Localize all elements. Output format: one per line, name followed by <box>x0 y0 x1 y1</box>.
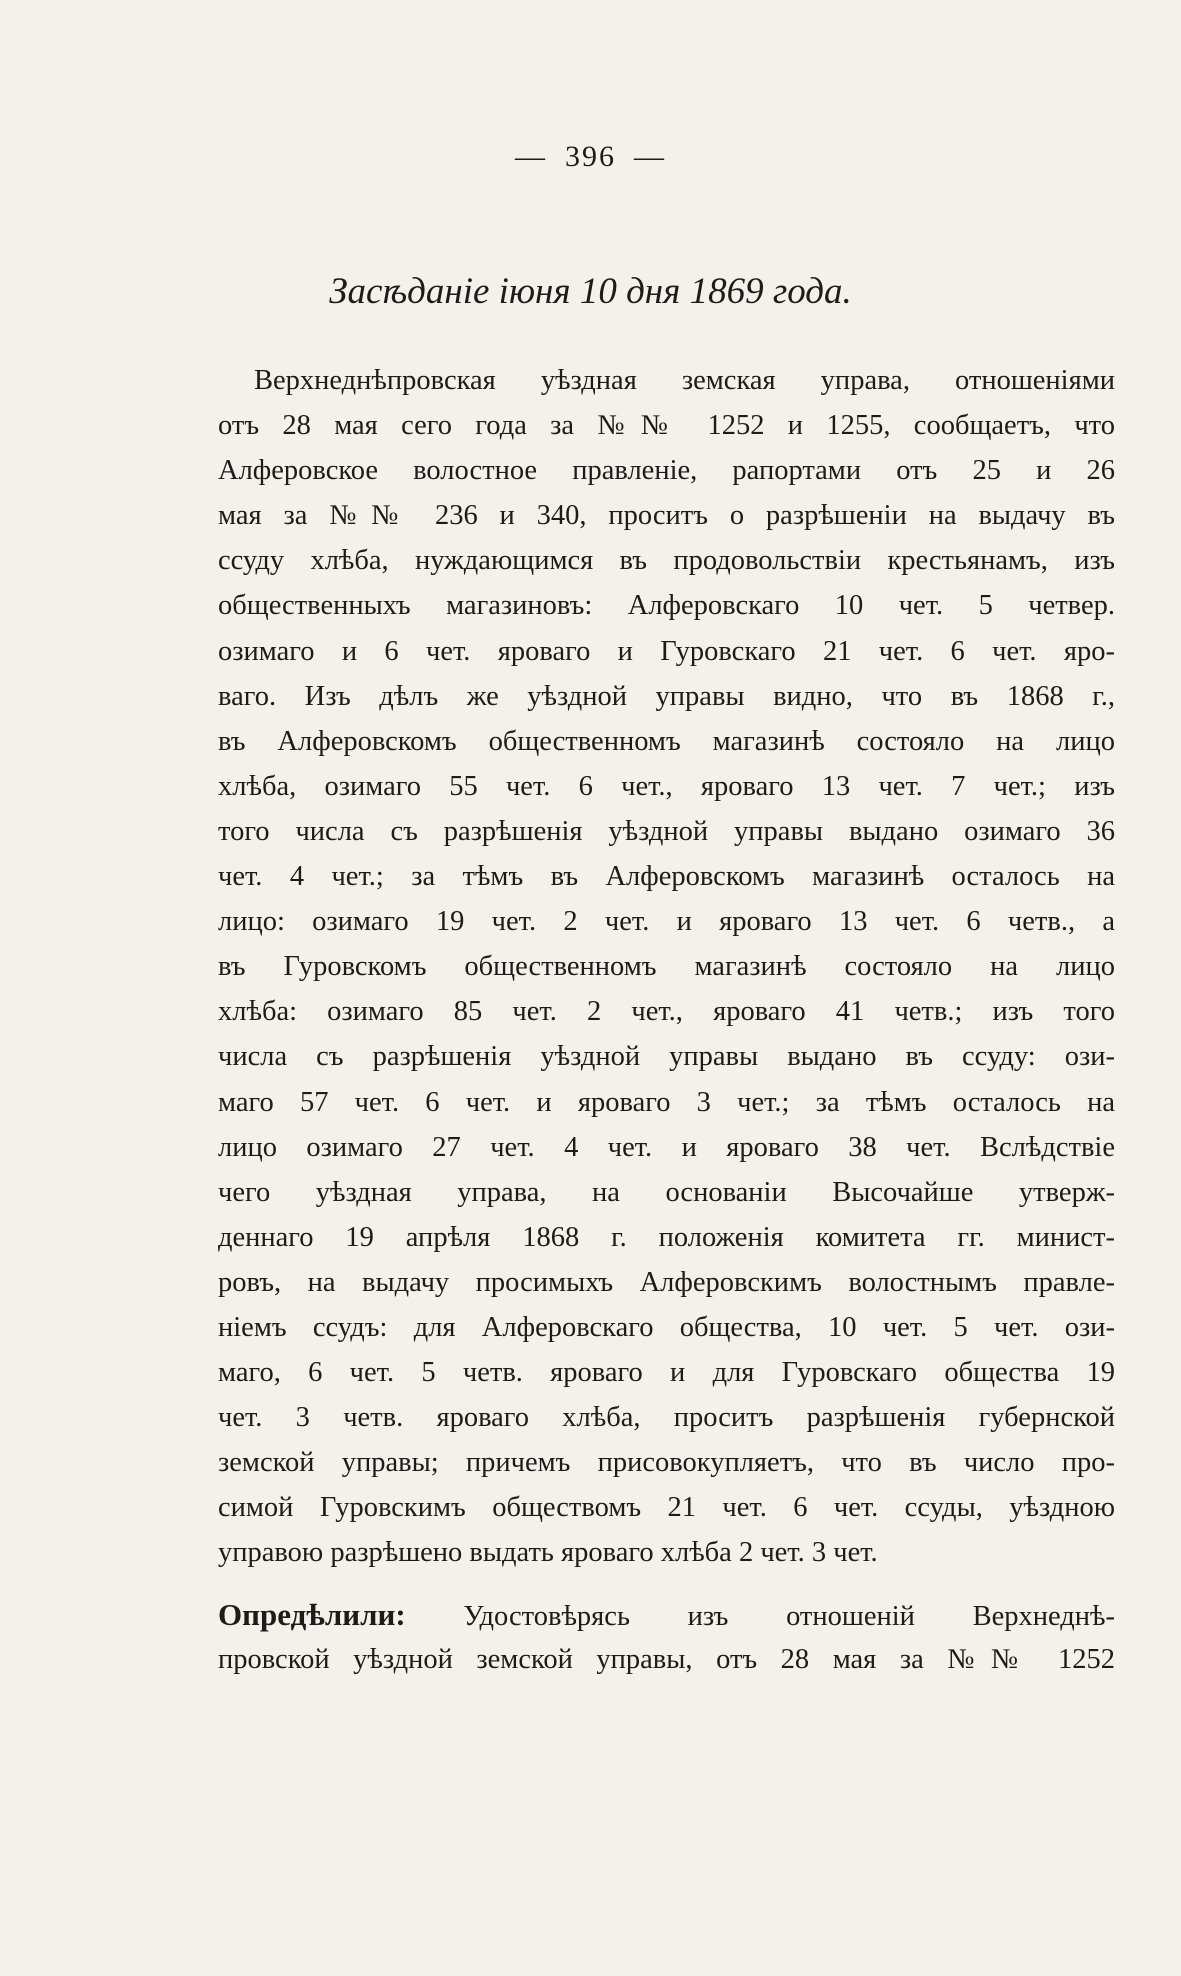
text-line: чет. 4 чет.; за тѣмъ въ Алферовскомъ магазинѣ осталось на <box>218 861 1115 893</box>
dash-right: — <box>634 140 666 173</box>
resolution-paragraph <box>218 1592 1115 1682</box>
page-number <box>0 140 1181 174</box>
document-body <box>218 358 1115 1682</box>
text-line: въ Гуровскомъ общественномъ магазинѣ состояло на лицо <box>218 951 1115 983</box>
text-line: числа съ разрѣшенія уѣздной управы выдано въ ссуду: ози- <box>218 1041 1115 1073</box>
text-line: симой Гуровскимъ обществомъ 21 чет. 6 чет. ссуды, уѣздною <box>218 1492 1115 1524</box>
resolution-first-line <box>218 1592 1115 1637</box>
section-gap <box>218 1576 1115 1592</box>
text-line: земской управы; причемъ присовокупляетъ, что въ число про- <box>218 1447 1115 1479</box>
text-line: маго 57 чет. 6 чет. и яроваго 3 чет.; за тѣмъ осталось на <box>218 1086 1115 1118</box>
text-line: хлѣба: озимаго 85 чет. 2 чет., яроваго 41 четв.; изъ того <box>218 996 1115 1028</box>
text-line: хлѣба, озимаго 55 чет. 6 чет., яроваго 13 чет. 7 чет.; изъ <box>218 770 1115 802</box>
dash-left: — <box>515 140 547 173</box>
text-line: того числа съ разрѣшенія уѣздной управы выдано озимаго 36 <box>218 815 1115 847</box>
text-line: чет. 3 четв. яроваго хлѣба, проситъ разрѣшенія губернской <box>218 1402 1115 1434</box>
text-line: въ Алферовскомъ общественномъ магазинѣ состояло на лицо <box>218 725 1115 757</box>
resolution-second-line: провской уѣздной земской управы, отъ 28 мая за №№ 1252 <box>218 1643 1115 1675</box>
text-line: Верхнеднѣпровская уѣздная земская управа, отношеніями <box>254 365 1115 396</box>
text-line: Алферовское волостное правленіе, рапортами отъ 25 и 26 <box>218 455 1115 487</box>
text-line: озимаго и 6 чет. яроваго и Гуровскаго 21 чет. 6 чет. яро- <box>218 635 1115 667</box>
text-line: мая за №№ 236 и 340, проситъ о разрѣшеніи на выдачу въ <box>218 500 1115 532</box>
text-line: чего уѣздная управа, на основаніи Высочайше утверж- <box>218 1176 1115 1208</box>
text-line: ніемъ ссудъ: для Алферовскаго общества, 10 чет. 5 чет. ози- <box>218 1311 1115 1343</box>
text-line: лицо: озимаго 19 чет. 2 чет. и яроваго 13 чет. 6 четв., а <box>218 906 1115 938</box>
text-line: маго, 6 чет. 5 четв. яроваго и для Гуровскаго общества 19 <box>218 1357 1115 1389</box>
text-line: лицо озимаго 27 чет. 4 чет. и яроваго 38 чет. Вслѣдствіе <box>218 1131 1115 1163</box>
text-line: отъ 28 мая сего года за №№ 1252 и 1255, сообщаетъ, что <box>218 410 1115 442</box>
text-line: ваго. Изъ дѣлъ же уѣздной управы видно, что въ 1868 г., <box>218 680 1115 712</box>
text-line: ссуду хлѣба, нуждающимся въ продовольствіи крестьянамъ, изъ <box>218 545 1115 577</box>
text-line: общественныхъ магазиновъ: Алферовскаго 10 чет. 5 четвер. <box>218 590 1115 622</box>
text-line: ровъ, на выдачу просимыхъ Алферовскимъ волостнымъ правле- <box>218 1266 1115 1298</box>
page-number-value: 396 <box>565 140 616 173</box>
session-heading: Засѣданіе іюня 10 дня 1869 года. <box>329 271 852 312</box>
text-line: управою разрѣшено выдать яроваго хлѣба 2 чет. 3 чет. <box>218 1537 878 1569</box>
text-line: деннаго 19 апрѣля 1868 г. положенія комитета гг. минист- <box>218 1221 1115 1253</box>
resolution-text: Удостовѣрясь изъ отношеній Верхнеднѣ- <box>463 1600 1115 1632</box>
paragraph-main <box>218 358 1115 1576</box>
resolution-label: Опредѣлили: <box>218 1596 406 1632</box>
